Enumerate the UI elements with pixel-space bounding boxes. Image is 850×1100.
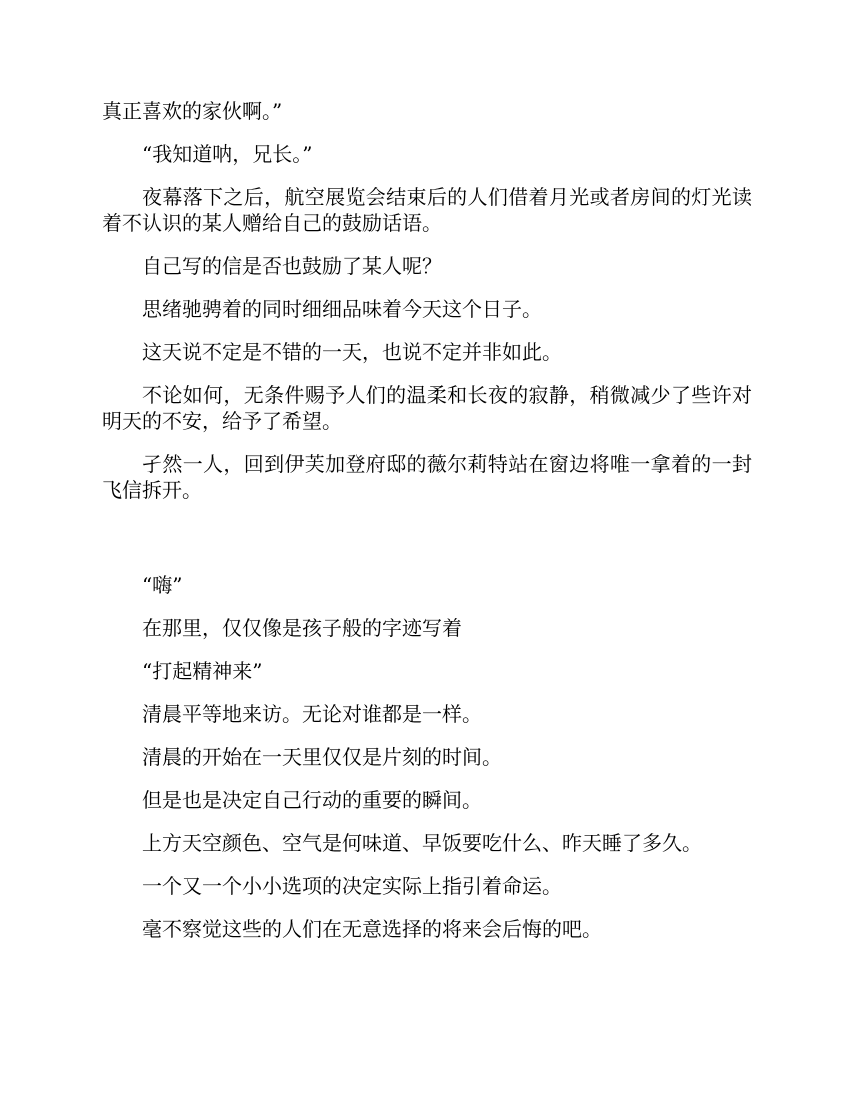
paragraph: 不论如何，无条件赐予人们的温柔和长夜的寂静，稍微减少了些许对明天的不安，给予了希望。 (102, 383, 752, 433)
paragraph: 清晨的开始在一天里仅仅是片刻的时间。 (142, 745, 502, 769)
paragraph: 一个又一个小小选项的决定实际上指引着命运。 (142, 874, 562, 898)
paragraph-dialogue: “我知道呐，兄长。” (142, 142, 313, 166)
paragraph: 思绪驰骋着的同时细细品味着今天这个日子。 (142, 297, 542, 321)
paragraph: 自己写的信是否也鼓励了某人呢？ (142, 254, 442, 278)
paragraph: 但是也是决定自己行动的重要的瞬间。 (142, 788, 482, 812)
paragraph: 在那里，仅仅像是孩子般的字迹写着 (142, 616, 462, 640)
body-text (102, 98, 752, 959)
paragraph: 这天说不定是不错的一天，也说不定并非如此。 (142, 340, 562, 364)
paragraph: 毫不察觉这些的人们在无意选择的将来会后悔的吧。 (142, 917, 602, 941)
paragraph-continuation: 真正喜欢的家伙啊。” (102, 99, 283, 123)
paragraph-letter-greeting: “嗨” (142, 573, 183, 597)
paragraph: 上方天空颜色、空气是何味道、早饭要吃什么、昨天睡了多久。 (142, 831, 702, 855)
paragraph: 清晨平等地来访。无论对谁都是一样。 (142, 702, 482, 726)
section-break (102, 520, 752, 572)
paragraph-letter-message: “打起精神来” (142, 659, 263, 683)
paragraph: 孑然一人，回到伊芙加登府邸的薇尔莉特站在窗边将唯一拿着的一封飞信拆开。 (102, 452, 752, 502)
paragraph: 夜幕落下之后，航空展览会结束后的人们借着月光或者房间的灯光读着不认识的某人赠给自己的鼓励话语。 (102, 185, 752, 235)
